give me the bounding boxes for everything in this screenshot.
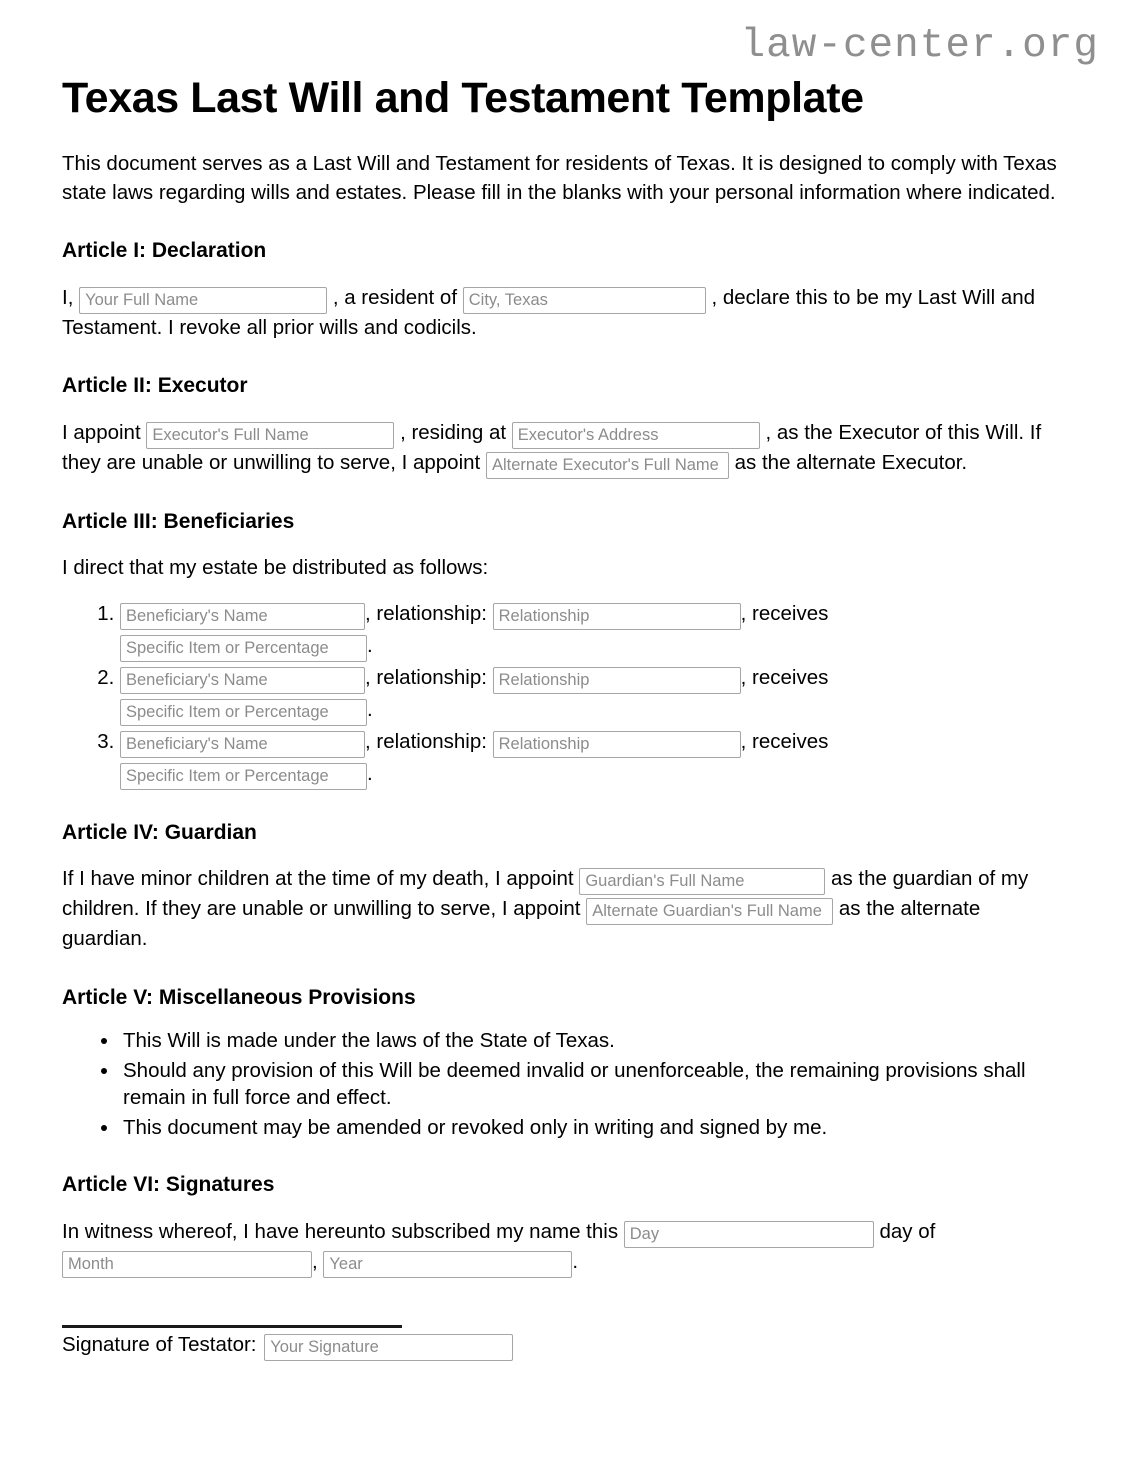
article-i-text-3: , declare this to be my Last Will and Testament. I revoke all prior wills and codicils. — [62, 285, 1036, 339]
list-item — [120, 727, 1071, 789]
signature-line — [62, 1332, 1071, 1360]
list-item: • Should any provision of this Will be deemed invalid or unenforceable, the remaining provisions shall remain in full force and effect. — [120, 1057, 1071, 1111]
article-iv-body — [62, 864, 1071, 954]
beneficiary-relationship-label-3: , relationship: — [365, 729, 487, 753]
article-ii-text-3: , as the Executor of this Will. If they are unable or unwilling to serve, I appoint — [62, 420, 1042, 474]
article-ii-body — [62, 418, 1071, 478]
heading-article-ii: Article II: Executor — [62, 374, 248, 398]
beneficiary-item-input-3[interactable] — [120, 763, 367, 790]
full-name-input[interactable] — [79, 287, 327, 314]
beneficiary-name-input-1[interactable] — [120, 603, 365, 630]
beneficiary-relationship-input-2[interactable] — [493, 667, 741, 694]
list-item: • This Will is made under the laws of the State of Texas. — [120, 1027, 1071, 1054]
signature-input[interactable] — [264, 1334, 513, 1361]
article-vi-body — [62, 1217, 1071, 1277]
article-i-text-2: , a resident of — [332, 285, 458, 309]
alternate-executor-input[interactable] — [486, 452, 729, 479]
beneficiary-relationship-input-1[interactable] — [493, 603, 741, 630]
signature-block — [62, 1325, 1071, 1360]
article-vi-text-1: In witness whereof, I have hereunto subscribed my name this — [62, 1219, 619, 1243]
beneficiary-relationship-input-3[interactable] — [493, 731, 741, 758]
city-input[interactable] — [463, 287, 706, 314]
beneficiary-period-3: . — [367, 761, 373, 785]
beneficiary-name-input-3[interactable] — [120, 731, 365, 758]
heading-article-iii: Article III: Beneficiaries — [62, 509, 295, 533]
heading-article-i: Article I: Declaration — [62, 239, 267, 263]
list-item — [120, 663, 1071, 725]
alternate-guardian-input[interactable] — [586, 898, 833, 925]
signature-label: Signature of Testator: — [62, 1332, 257, 1356]
executor-address-input[interactable] — [512, 422, 760, 449]
site-watermark: law-center.org — [740, 23, 1099, 69]
provisions-list — [62, 1027, 1071, 1141]
intro-paragraph: This document serves as a Last Will and Testament for residents of Texas. It is designed to comply with Texas state laws regarding wills and estates. Please fill in the blanks with your personal information where indicated. — [62, 152, 1057, 205]
article-ii-text-1: I appoint — [62, 420, 141, 444]
guardian-name-input[interactable] — [579, 868, 825, 895]
article-ii-text-2: , residing at — [400, 420, 507, 444]
article-i-body — [62, 283, 1071, 343]
article-vi-text-2: day of — [879, 1219, 936, 1243]
article-iii-intro: I direct that my estate be distributed as follows: — [62, 555, 489, 579]
beneficiary-name-input-2[interactable] — [120, 667, 365, 694]
article-iv-text-1: If I have minor children at the time of my death, I appoint — [62, 867, 574, 890]
article-vi-text-4: . — [572, 1249, 579, 1273]
beneficiary-period-1: . — [367, 633, 373, 657]
signature-rule — [62, 1325, 402, 1328]
heading-article-v: Article V: Miscellaneous Provisions — [62, 985, 416, 1009]
article-iv-text-2: as the guardian of my children. If they are unable or unwilling to serve, I appoint — [62, 867, 1029, 920]
article-ii-text-4: as the alternate Executor. — [734, 450, 968, 474]
article-iv-text-3: as the alternate guardian. — [62, 897, 981, 950]
list-item — [120, 599, 1071, 661]
beneficiary-relationship-label-2: , relationship: — [365, 665, 487, 689]
page-title: Texas Last Will and Testament Template — [62, 74, 864, 122]
heading-article-iv: Article IV: Guardian — [62, 820, 257, 844]
day-input[interactable] — [624, 1221, 874, 1248]
beneficiary-period-2: . — [367, 697, 373, 721]
beneficiary-list — [62, 599, 1071, 789]
executor-name-input[interactable] — [146, 422, 394, 449]
beneficiary-item-input-2[interactable] — [120, 699, 367, 726]
list-item: • This document may be amended or revoked only in writing and signed by me. — [120, 1114, 1071, 1141]
month-input[interactable] — [62, 1251, 312, 1278]
year-input[interactable] — [323, 1251, 572, 1278]
beneficiary-receives-label-1: , receives — [740, 601, 829, 625]
beneficiary-relationship-label-1: , relationship: — [365, 601, 487, 625]
beneficiary-receives-label-3: , receives — [740, 729, 829, 753]
heading-article-vi: Article VI: Signatures — [62, 1173, 275, 1197]
beneficiary-receives-label-2: , receives — [740, 665, 829, 689]
article-i-text-1: I, — [62, 285, 74, 309]
article-vi-text-3: , — [312, 1249, 318, 1273]
beneficiary-item-input-1[interactable] — [120, 635, 367, 662]
